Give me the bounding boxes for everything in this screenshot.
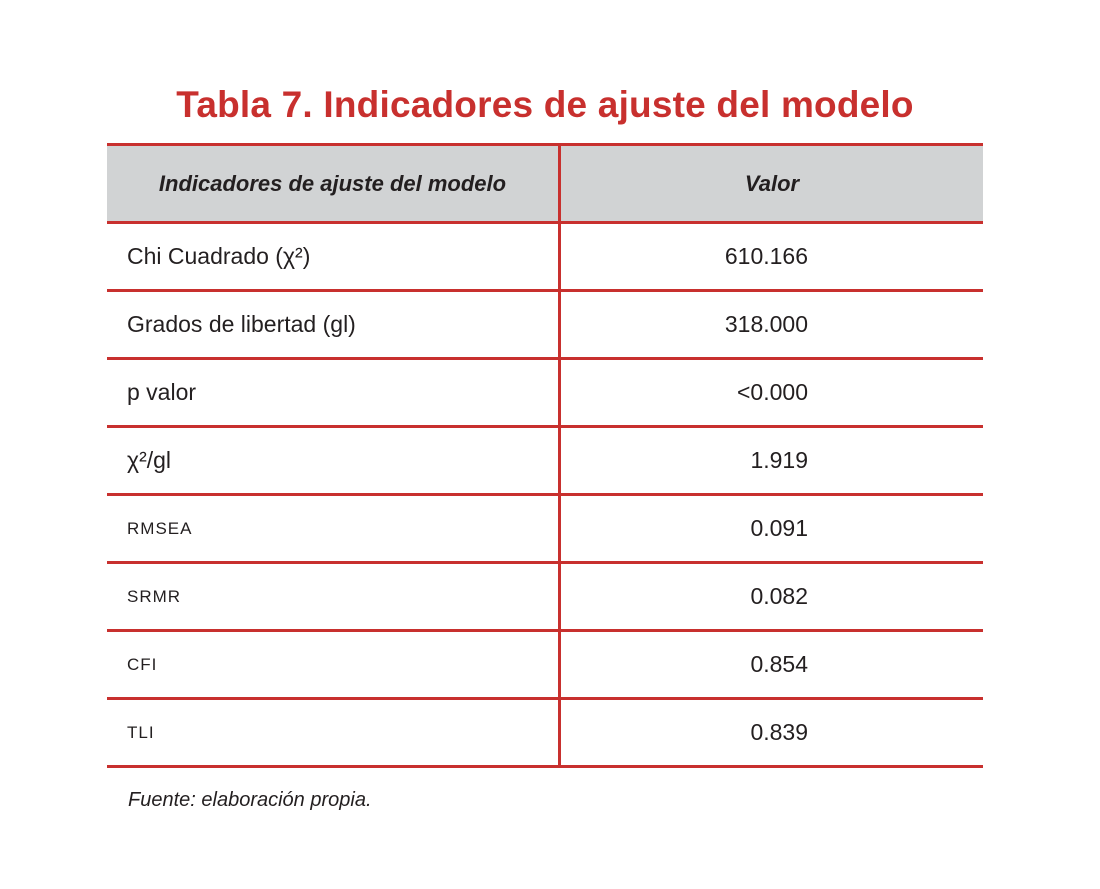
row-label: Grados de libertad (gl)	[107, 292, 561, 357]
row-value: 0.839	[750, 719, 808, 745]
row-value: 0.082	[750, 583, 808, 609]
row-label: χ²/gl	[107, 428, 561, 493]
table-row	[107, 292, 983, 360]
row-label: Chi Cuadrado (χ²)	[107, 224, 561, 289]
header-value: Valor	[744, 170, 800, 196]
row-value: 0.091	[750, 515, 808, 541]
row-label: RMSEA	[127, 518, 193, 538]
row-label: SRMR	[127, 586, 182, 606]
table-row	[107, 496, 983, 564]
table-row	[107, 632, 983, 700]
table-row	[107, 360, 983, 428]
row-label: CFI	[127, 654, 158, 674]
row-value: <0.000	[737, 379, 808, 405]
table-row	[107, 564, 983, 632]
fit-indicators-table	[107, 143, 983, 768]
table-row	[107, 224, 983, 292]
row-value: 318.000	[724, 311, 808, 337]
table-header-row	[107, 146, 983, 224]
row-value: 1.919	[750, 447, 808, 473]
row-value: 0.854	[750, 651, 808, 677]
table-row	[107, 700, 983, 768]
row-label: p valor	[107, 360, 561, 425]
source-note: Fuente: elaboración propia.	[128, 789, 372, 811]
row-label: TLI	[127, 722, 155, 742]
table-title: Tabla 7. Indicadores de ajuste del modelo	[176, 84, 914, 125]
header-indicator: Indicadores de ajuste del modelo	[107, 146, 561, 221]
table-row	[107, 428, 983, 496]
row-value: 610.166	[724, 243, 808, 269]
